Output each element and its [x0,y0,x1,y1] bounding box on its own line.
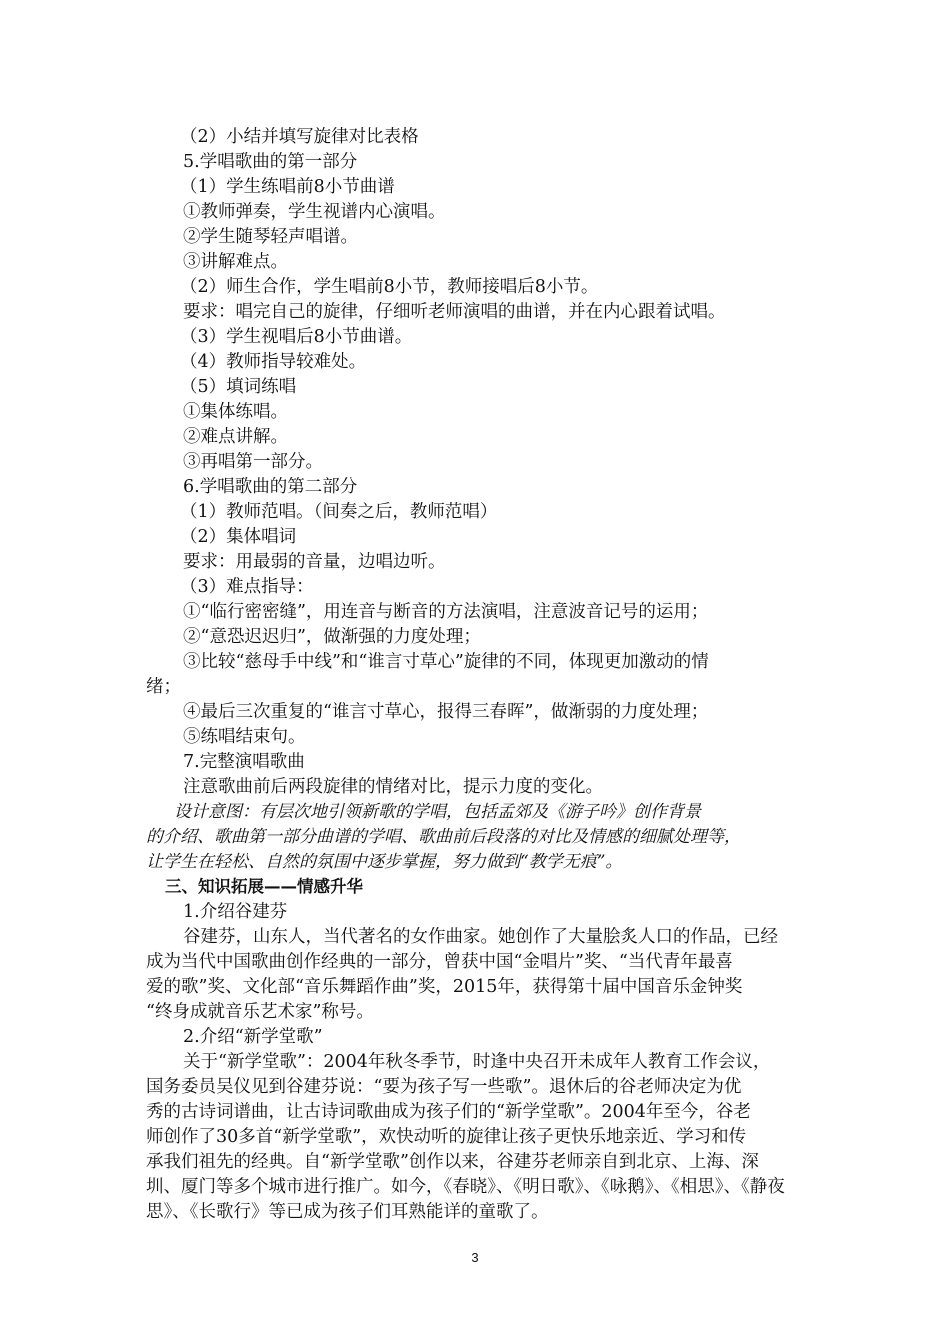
text-line: “终身成就音乐艺术家”称号。 [146,1002,374,1022]
text-line: （2）集体唱词 [180,527,297,547]
text-line: 谷建芬，山东人，当代著名的女作曲家。她创作了大量脍炙人口的作品，已经 [183,927,778,947]
text-line: ③再唱第一部分。 [183,452,323,472]
design-intent-text: 的介绍、歌曲第一部分曲谱的学唱、歌曲前后段落的对比及情感的细腻处理等， [146,827,741,847]
design-intent-text: 让学生在轻松、自然的氛围中逐步掌握，努力做到“教学无痕”。 [146,852,623,872]
text-line: （3）难点指导： [180,577,314,597]
section-heading: 6.学唱歌曲的第二部分 [183,477,358,497]
text-line: ④最后三次重复的“谁言寸草心，报得三春晖”，做渐弱的力度处理； [183,702,709,722]
text-line: （2）小结并填写旋律对比表格 [180,127,419,147]
text-line: 国务委员吴仪见到谷建芬说：“要为孩子写一些歌”。退休后的谷老师决定为优 [146,1077,742,1097]
text-line: 要求：用最弱的音量，边唱边听。 [183,552,446,572]
text-line: ⑤练唱结束句。 [183,727,306,747]
text-line: 关于“新学堂歌”：2004年秋冬季节，时逢中央召开未成年人教育工作会议， [183,1052,771,1072]
text-line: 注意歌曲前后两段旋律的情绪对比，提示力度的变化。 [183,777,603,797]
text-line: ①教师弹奏，学生视谱内心演唱。 [183,202,446,222]
text-line: 绪； [146,677,181,697]
text-line: （1）教师范唱。（间奏之后，教师范唱） [180,502,498,522]
text-line: （3）学生视唱后8小节曲谱。 [180,327,413,347]
text-line: ①集体练唱。 [183,402,288,422]
text-line: ②“意恐迟迟归”，做渐强的力度处理； [183,627,481,647]
design-intent-text: 设计意图：有层次地引领新歌的学唱，包括孟郊及《游子吟》创作背景 [174,802,701,822]
text-line: 爱的歌”奖、文化部“音乐舞蹈作曲”奖，2015年，获得第十届中国音乐金钟奖 [146,977,743,997]
section-heading: 1.介绍谷建芬 [183,902,288,922]
section-heading: 7.完整演唱歌曲 [183,752,305,772]
section-heading: 2.介绍“新学堂歌” [183,1027,323,1047]
text-line: ③讲解难点。 [183,252,288,272]
text-line: 师创作了30多首“新学堂歌”，欢快动听的旋律让孩子更快乐地亲近、学习和传 [146,1127,747,1147]
text-line: （1）学生练唱前8小节曲谱 [180,177,395,197]
text-line: （4）教师指导较难处。 [180,352,367,372]
page-number: 3 [471,1250,479,1265]
text-line: 成为当代中国歌曲创作经典的一部分，曾获中国“金唱片”奖、“当代青年最喜 [146,952,733,972]
text-line: 思》、《长歌行》等已成为孩子们耳熟能详的童歌了。 [146,1202,549,1222]
text-line: ②学生随琴轻声唱谱。 [183,227,358,247]
text-line: 承我们祖先的经典。自“新学堂歌”创作以来，谷建芬老师亲自到北京、上海、深 [146,1152,759,1172]
text-line: （5）填词练唱 [180,377,297,397]
text-line: ③比较“慈母手中线”和“谁言寸草心”旋律的不同，体现更加激动的情 [183,652,709,672]
text-line: ②难点讲解。 [183,427,288,447]
text-line: 秀的古诗词谱曲，让古诗词歌曲成为孩子们的“新学堂歌”。2004年至今，谷老 [146,1102,751,1122]
text-line: ①“临行密密缝”，用连音与断音的方法演唱，注意波音记号的运用； [183,602,709,622]
text-line: 圳、厦门等多个城市进行推广。如今，《春晓》、《明日歌》、《咏鹅》、《相思》、《静夜 [146,1177,785,1197]
text-line: 要求：唱完自己的旋律，仔细听老师演唱的曲谱，并在内心跟着试唱。 [183,302,726,322]
text-line: （2）师生合作，学生唱前8小节，教师接唱后8小节。 [180,277,599,297]
section-title: 三、知识拓展——情感升华 [165,877,363,896]
section-heading: 5.学唱歌曲的第一部分 [183,152,358,172]
